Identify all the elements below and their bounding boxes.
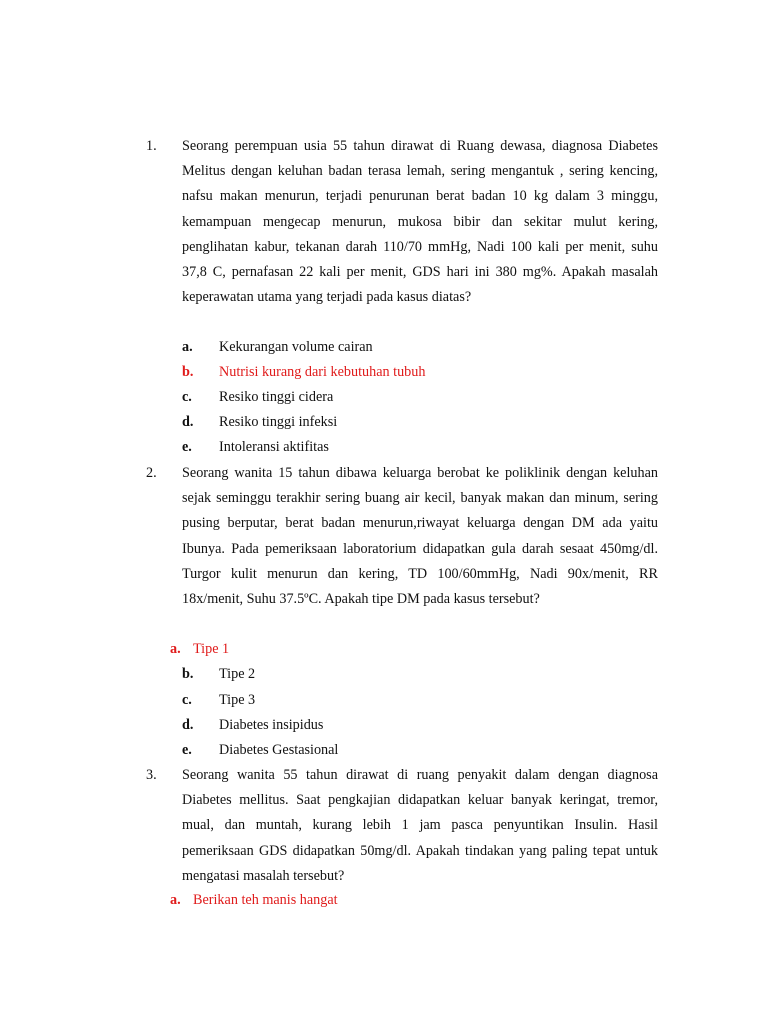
option-letter: c. (182, 389, 192, 405)
question-number: 1. (146, 138, 157, 154)
option-letter: a. (182, 339, 193, 355)
option-letter: e. (182, 439, 192, 455)
option-text: Diabetes insipidus (219, 717, 324, 733)
option-letter: b. (182, 364, 194, 380)
option-text: Kekurangan volume cairan (219, 339, 373, 355)
option-text: Diabetes Gestasional (219, 742, 339, 758)
question-number: 3. (146, 767, 157, 783)
option-letter: d. (182, 717, 194, 733)
question-text: Seorang wanita 55 tahun dirawat di ruang penyakit dalam dengan diagnosa Diabetes mellitus. Saat pengkajian didapatkan keluar banyak keringat, tremor, mual, dan muntah, kurang lebih 1 jam pasca penyuntikan Insulin. Hasil pemeriksaan GDS didapatkan 50mg/dl. Apakah tindakan yang paling tepat untuk mengatasi masalah tersebut? (182, 767, 658, 884)
option-text: Resiko tinggi cidera (219, 389, 334, 405)
question-1 (146, 134, 658, 310)
question-number: 2. (146, 465, 157, 481)
question-text: Seorang wanita 15 tahun dibawa keluarga berobat ke poliklinik dengan keluhan sejak seminggu terakhir sering buang air kecil, banyak makan dan minum, sering pusing berputar, berat badan menurun,riwayat keluarga dengan DM ada yaitu Ibunya. Pada pemeriksaan laboratorium didapatkan gula darah sesaat 450mg/dl. Turgor kulit menurun dan kering, TD 100/60mmHg, Nadi 90x/menit, RR 18x/menit, Suhu 37.5ºC. Apakah tipe DM pada kasus tersebut? (182, 465, 658, 608)
option-letter: c. (182, 692, 192, 708)
option-letter: a. (170, 641, 181, 657)
option-text: Tipe 2 (219, 666, 256, 682)
option-letter: b. (182, 666, 194, 682)
question-2 (146, 461, 658, 612)
option-text: Nutrisi kurang dari kebutuhan tubuh (219, 364, 426, 380)
option-text: Tipe 3 (219, 692, 256, 708)
question-3 (146, 763, 658, 889)
option-text: Resiko tinggi infeksi (219, 414, 338, 430)
option-letter: e. (182, 742, 192, 758)
option-text: Berikan teh manis hangat (193, 892, 338, 908)
option-text: Tipe 1 (193, 641, 230, 657)
option-letter: d. (182, 414, 194, 430)
question-text: Seorang perempuan usia 55 tahun dirawat di Ruang dewasa, diagnosa Diabetes Melitus dengan keluhan badan terasa lemah, sering mengantuk , sering kencing, nafsu makan menurun, terjadi penurunan berat badan 10 kg dalam 3 minggu, kemampuan mengecap menurun, mukosa bibir dan sekitar mulut kering, penglihatan kabur, tekanan darah 110/70 mmHg, Nadi 100 kali per menit, suhu 37,8 C, pernafasan 22 kali per menit, GDS hari ini 380 mg%. Apakah masalah keperawatan utama yang terjadi pada kasus diatas? (182, 138, 658, 306)
option-letter: a. (170, 892, 181, 908)
option-text: Intoleransi aktifitas (219, 439, 329, 455)
